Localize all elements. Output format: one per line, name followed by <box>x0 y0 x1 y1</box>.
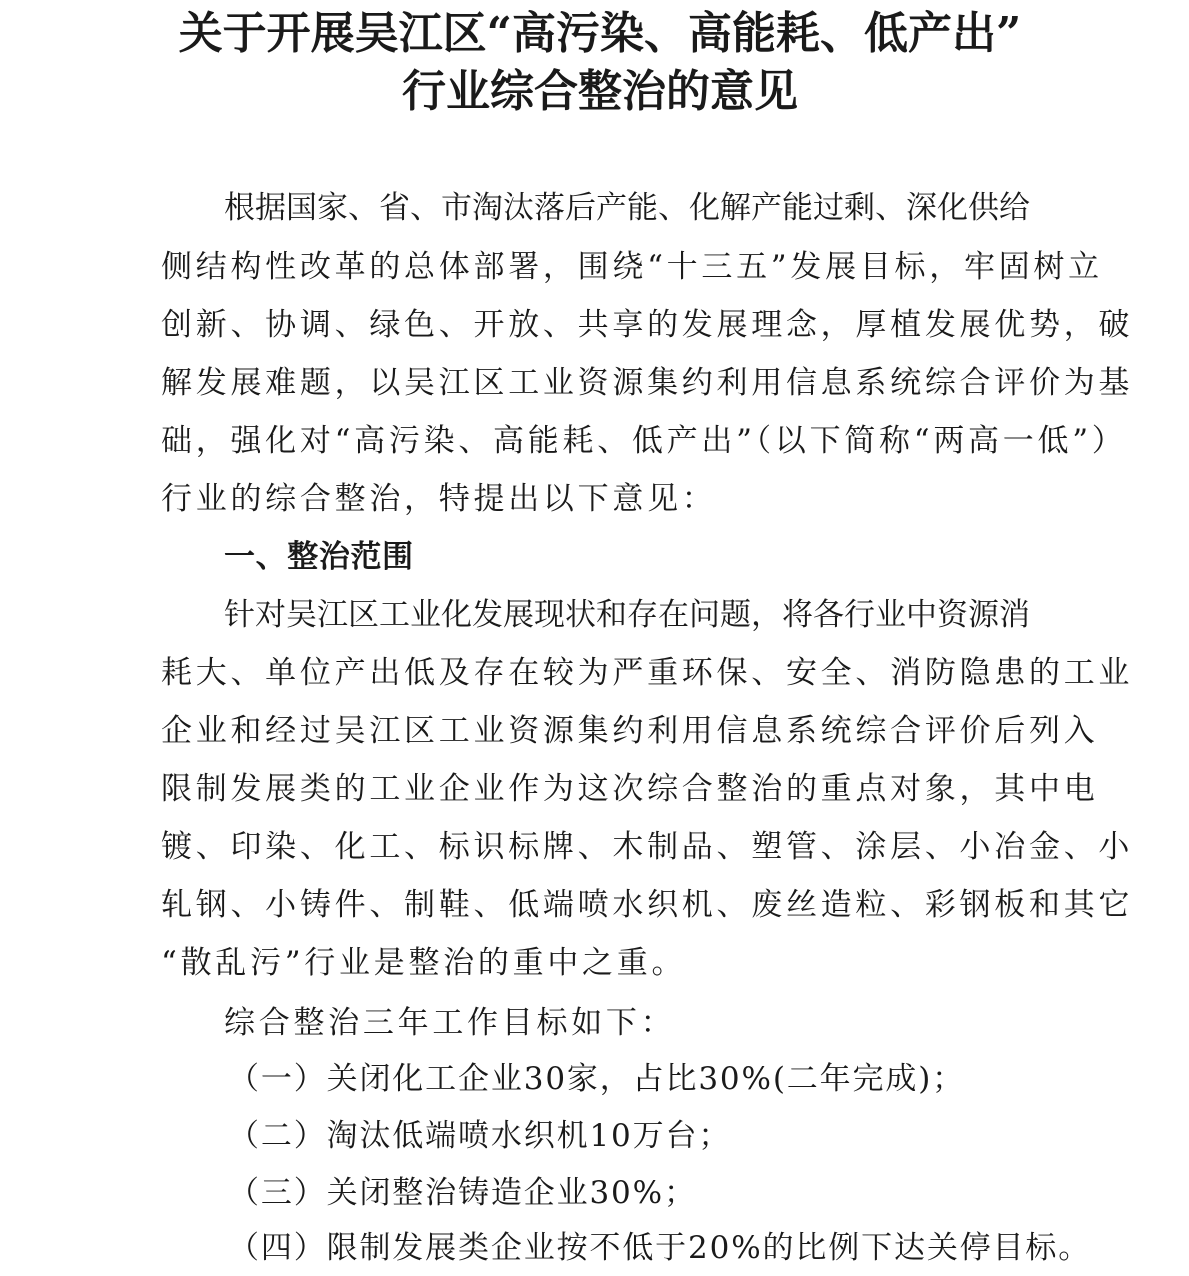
text-line: 企业和经过吴江区工业资源集约利用信息系统综合评价后列入 <box>161 713 1099 749</box>
text-line: 针对吴江区工业化发展现状和存在问题，将各行业中资源消 <box>224 597 1030 633</box>
section-heading: 一、整治范围 <box>224 539 414 575</box>
list-item: （三）关闭整治铸造企业30%； <box>228 1175 697 1211</box>
text-line: 限制发展类的工业企业作为这次综合整治的重点对象，其中电 <box>161 771 1099 807</box>
text-line: 镀、印染、化工、标识标牌、木制品、塑管、涂层、小冶金、小 <box>161 829 1134 865</box>
text-line: 侧结构性改革的总体部署，围绕“十三五”发展目标，牢固树立 <box>161 249 1103 285</box>
text-line: 行业的综合整治，特提出以下意见： <box>161 481 717 517</box>
text-line: 根据国家、省、市淘汰落后产能、化解产能过剩、深化供给 <box>224 190 1030 226</box>
text-line: “散乱污”行业是整治的重中之重。 <box>161 945 687 981</box>
text-line: 轧钢、小铸件、制鞋、低端喷水织机、废丝造粒、彩钢板和其它 <box>161 887 1134 923</box>
list-item: （一）关闭化工企业30家，占比30%(二年完成)； <box>228 1061 966 1097</box>
text-line: 耗大、单位产出低及存在较为严重环保、安全、消防隐患的工业 <box>161 655 1134 691</box>
text-line: 解发展难题，以吴江区工业资源集约利用信息系统综合评价为基 <box>161 365 1134 401</box>
text-line: 础，强化对“高污染、高能耗、低产出”（以下简称“两高一低”） <box>161 423 1127 459</box>
list-item: （四）限制发展类企业按不低于20%的比例下达关停目标。 <box>228 1230 1092 1266</box>
document-title-line-1: 关于开展吴江区“高污染、高能耗、低产出” <box>178 8 1022 59</box>
text-line: 创新、协调、绿色、开放、共享的发展理念，厚植发展优势，破 <box>161 307 1134 343</box>
document-title-line-2: 行业综合整治的意见 <box>402 66 798 117</box>
list-item: （二）淘汰低端喷水织机10万台； <box>228 1118 732 1154</box>
goals-intro: 综合整治三年工作目标如下： <box>224 1005 676 1041</box>
